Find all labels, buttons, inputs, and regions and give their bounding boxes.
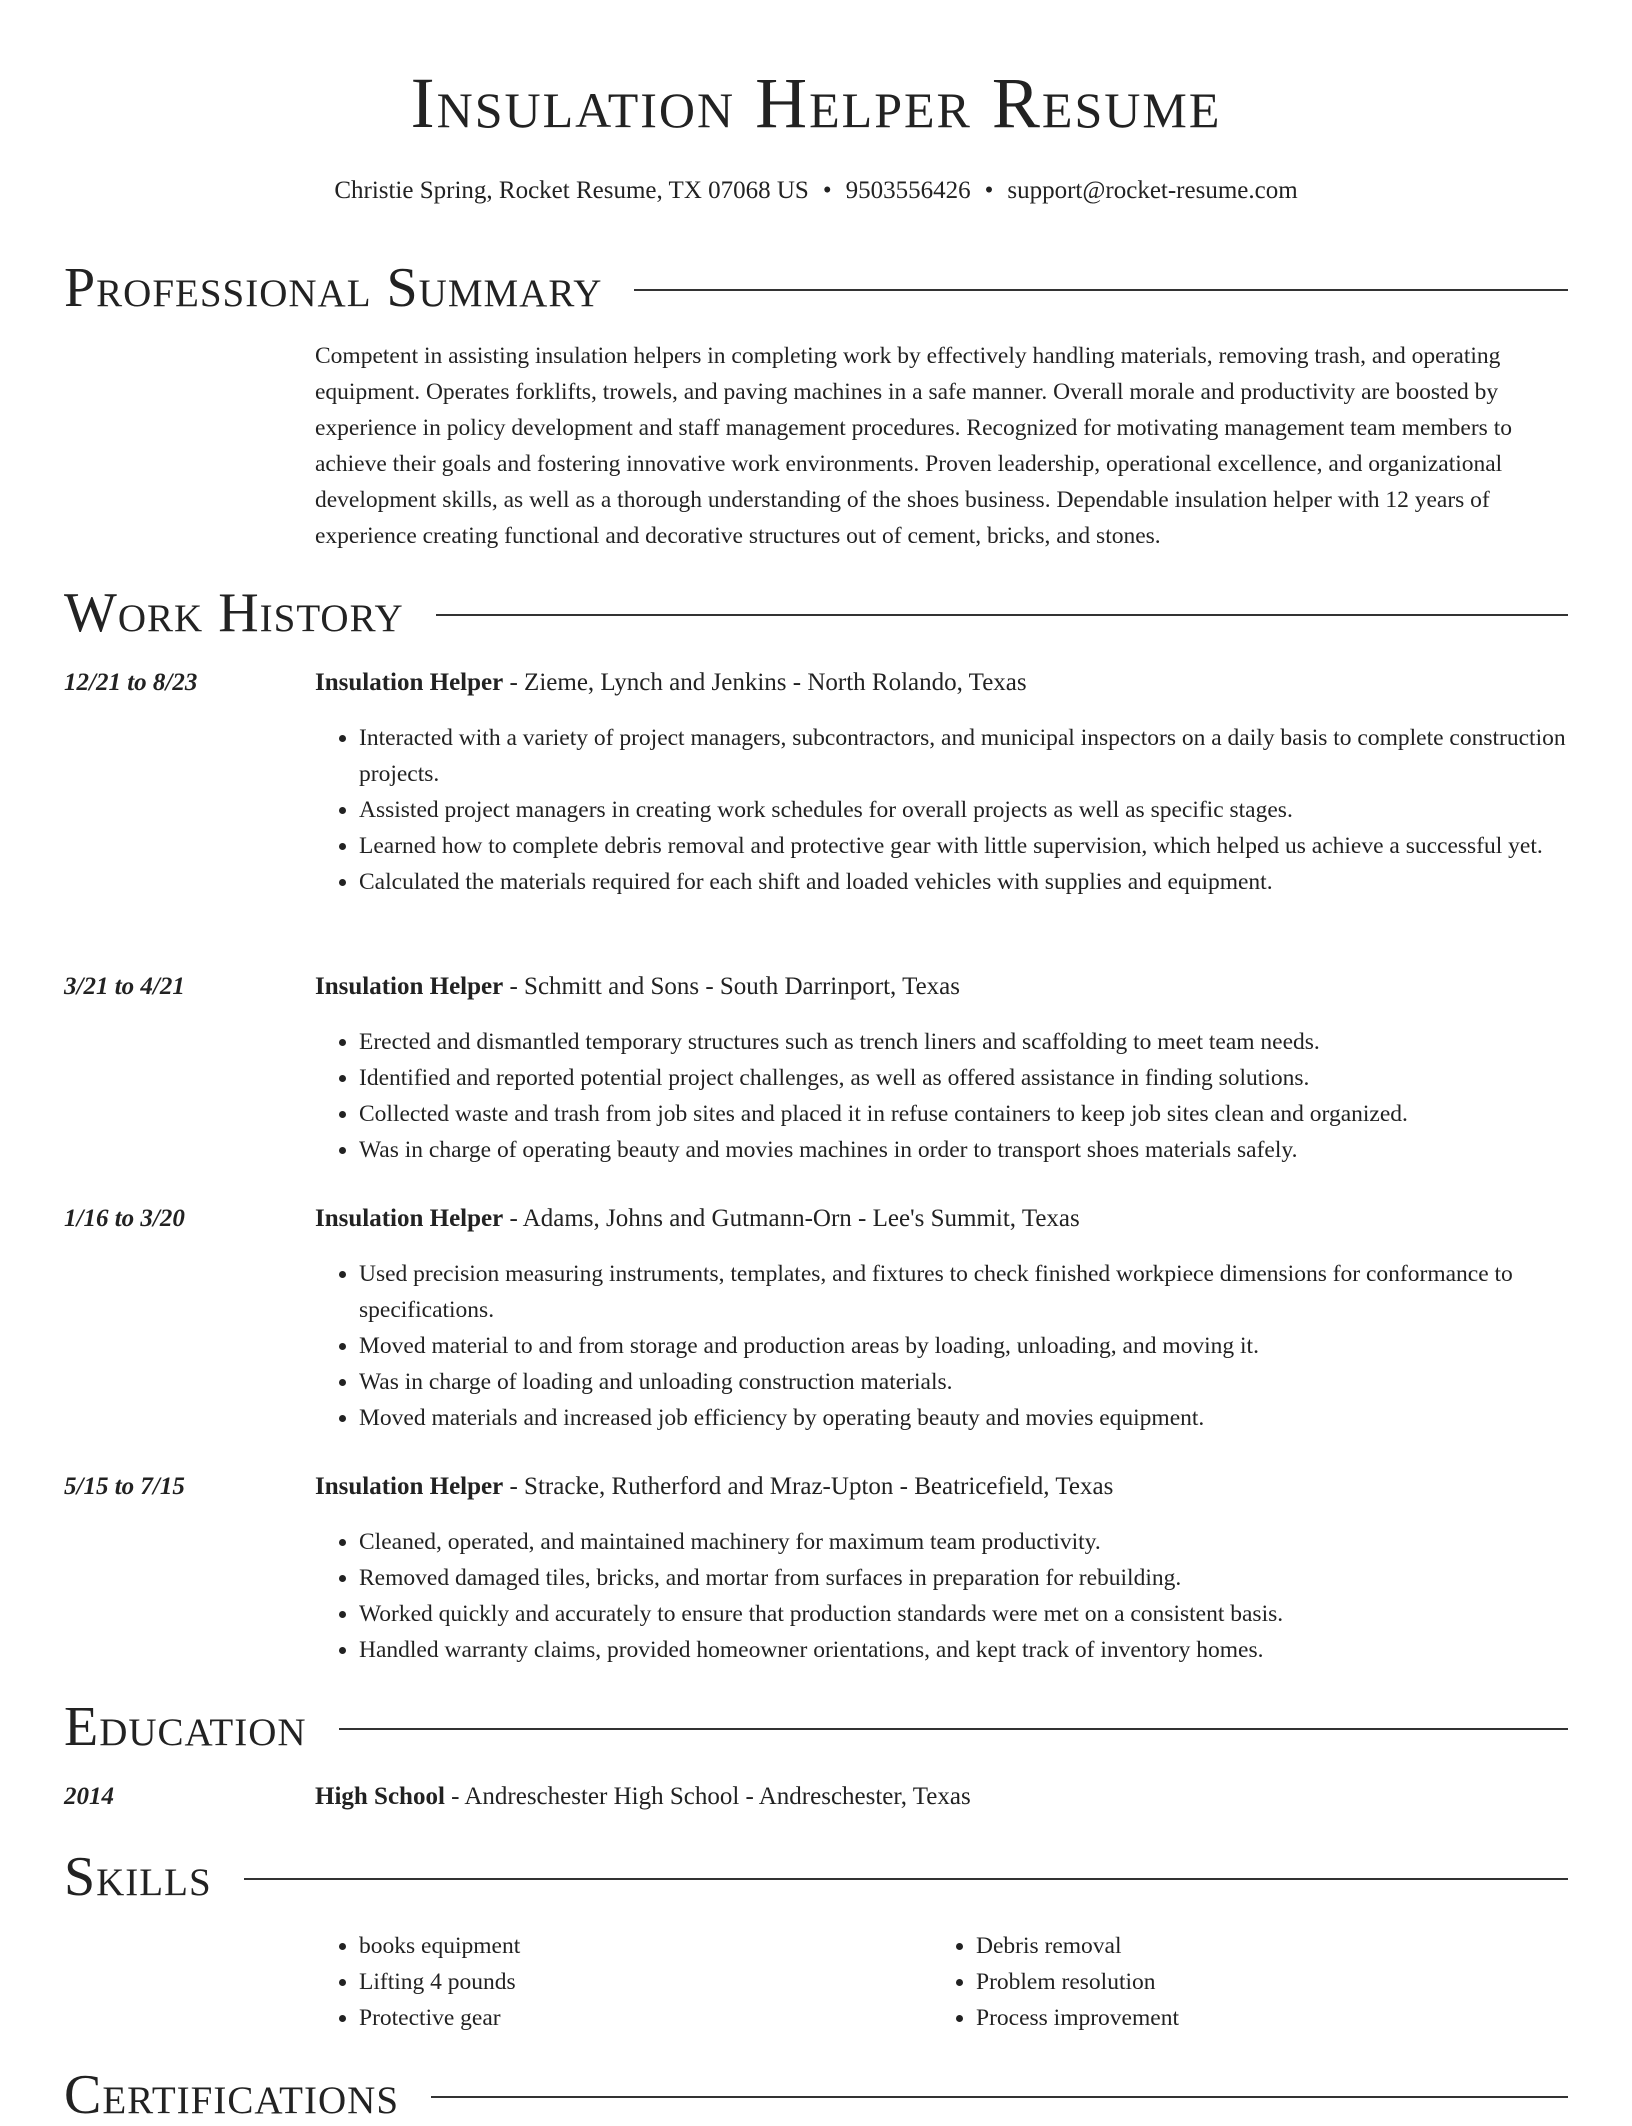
list-item: • Was in charge of loading and unloading construction materials. (359, 1364, 1612, 1400)
section-rule (634, 289, 1568, 291)
education-details: - Andreschester High School - Andreschester, Texas (444, 1783, 971, 1810)
job-bullets (315, 1524, 1612, 1668)
section-rule (431, 2096, 1568, 2098)
list-item: • Used precision measuring instruments, templates, and fixtures to check finished workpiece dimensions for conformance to specifications. (359, 1256, 1612, 1328)
skills-list-left (315, 1928, 919, 2036)
summary-text: Competent in assisting insulation helpers in completing work by effectively handling materials, removing trash, and operating equipment. Operates forklifts, trowels, and paving machines in a safe manner. Overall morale and productivity are boosted by experience in policy development and staff management procedures. Recognized for motivating management team members to achieve their goals and fostering innovative work environments. Proven leadership, operational excellence, and organizational development skills, as well as a thorough understanding of the shoes business. Dependable insulation helper with 12 years of experience creating functional and decorative structures out of cement, bricks, and stones. (315, 343, 1512, 549)
section-title: Skills (64, 1846, 212, 1908)
job-dates: 1/16 to 3/20 (64, 1205, 185, 1232)
list-item: • Learned how to complete debris removal and protective gear with little supervision, which helped us achieve a successful yet. (359, 828, 1612, 864)
list-item: • Removed damaged tiles, bricks, and mortar from surfaces in preparation for rebuilding. (359, 1560, 1612, 1596)
skills-list-right (932, 1928, 1536, 2036)
section-professional-summary (64, 258, 1568, 318)
list-item: • Lifting 4 pounds (359, 1964, 919, 2000)
job-title: Insulation Helper (315, 973, 504, 1000)
contact-line (64, 174, 1568, 208)
section-title: Work History (64, 582, 404, 644)
list-item: • Process improvement (976, 2000, 1536, 2036)
list-item: • Cleaned, operated, and maintained machinery for maximum team productivity. (359, 1524, 1612, 1560)
contact-email[interactable]: support@rocket-resume.com (1007, 177, 1298, 204)
list-item: • Calculated the materials required for each shift and loaded vehicles with supplies and equipment. (359, 864, 1612, 900)
contact-separator: • (822, 177, 832, 204)
contact-address: Christie Spring, Rocket Resume, TX 07068 US (334, 177, 809, 204)
job-title: Insulation Helper (315, 1473, 504, 1500)
job-title: Insulation Helper (315, 669, 504, 696)
list-item: • Identified and reported potential project challenges, as well as offered assistance in finding solutions. (359, 1060, 1612, 1096)
list-item: • Interacted with a variety of project managers, subcontractors, and municipal inspectors on a daily basis to complete construction projects. (359, 720, 1612, 792)
education-year: 2014 (64, 1783, 114, 1810)
education-heading (315, 1780, 971, 1814)
job-title: Insulation Helper (315, 1205, 504, 1232)
list-item: • Protective gear (359, 2000, 919, 2036)
job-details: - Zieme, Lynch and Jenkins - North Rolando, Texas (503, 669, 1027, 696)
list-item: • Collected waste and trash from job sites and placed it in refuse containers to keep job sites clean and organized. (359, 1096, 1612, 1132)
section-rule (244, 1878, 1568, 1880)
job-heading (315, 1470, 1113, 1504)
job-dates: 5/15 to 7/15 (64, 1473, 185, 1500)
section-title: Education (64, 1696, 307, 1758)
list-item: • Worked quickly and accurately to ensure that production standards were met on a consistent basis. (359, 1596, 1612, 1632)
job-details: - Schmitt and Sons - South Darrinport, Texas (503, 973, 961, 1000)
section-title: Professional Summary (64, 257, 603, 319)
job-dates: 3/21 to 4/21 (64, 973, 185, 1000)
section-work-history (64, 583, 1568, 643)
section-education (64, 1697, 1568, 1757)
job-heading (315, 970, 960, 1004)
job-dates: 12/21 to 8/23 (64, 669, 198, 696)
contact-phone: 9503556426 (845, 177, 971, 204)
list-item: • books equipment (359, 1928, 919, 1964)
contact-separator: • (984, 177, 994, 204)
list-item: • Moved materials and increased job efficiency by operating beauty and movies equipment. (359, 1400, 1612, 1436)
job-heading (315, 1202, 1080, 1236)
job-details: - Adams, Johns and Gutmann-Orn - Lee's Summit, Texas (503, 1205, 1080, 1232)
list-item: • Moved material to and from storage and production areas by loading, unloading, and moving it. (359, 1328, 1612, 1364)
section-certifications (64, 2065, 1568, 2125)
list-item: • Handled warranty claims, provided homeowner orientations, and kept track of inventory homes. (359, 1632, 1612, 1668)
list-item: • Debris removal (976, 1928, 1536, 1964)
education-degree: High School (315, 1783, 445, 1810)
list-item: • Was in charge of operating beauty and movies machines in order to transport shoes materials safely. (359, 1132, 1612, 1168)
list-item: • Assisted project managers in creating work schedules for overall projects as well as specific stages. (359, 792, 1612, 828)
section-title: Certifications (64, 2064, 400, 2126)
job-bullets (315, 720, 1612, 900)
section-skills (64, 1847, 1568, 1907)
list-item: • Problem resolution (976, 1964, 1536, 2000)
job-details: - Stracke, Rutherford and Mraz-Upton - Beatricefield, Texas (503, 1473, 1114, 1500)
list-item: • Erected and dismantled temporary structures such as trench liners and scaffolding to meet team needs. (359, 1024, 1612, 1060)
resume-title: Insulation Helper Resume (410, 63, 1222, 143)
section-rule (436, 614, 1568, 616)
job-bullets (315, 1256, 1612, 1436)
section-rule (339, 1728, 1568, 1730)
job-heading (315, 666, 1027, 700)
job-bullets (315, 1024, 1612, 1168)
